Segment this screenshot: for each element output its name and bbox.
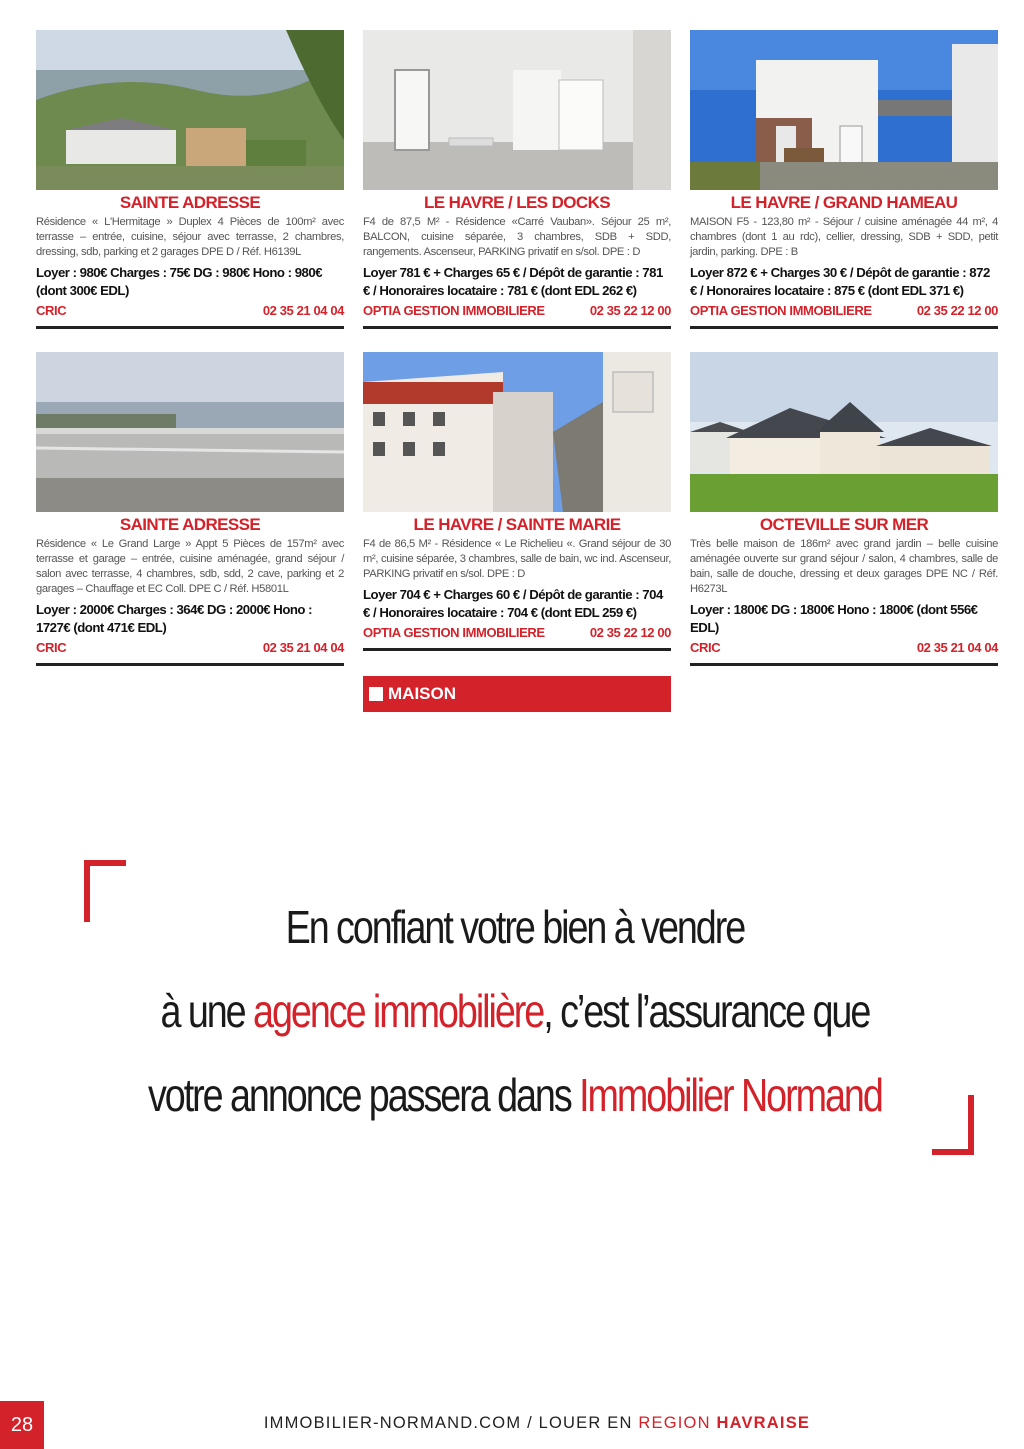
listing-card	[690, 352, 998, 666]
listing-description: MAISON F5 - 123,80 m² - Séjour / cuisine aménagée 44 m², 4 chambres (dont 1 au rdc), cellier, dressing, SDB + SDD, petit jardin, parking. DPE : B	[690, 216, 998, 258]
listing-agency: OPTIA GESTION IMMOBILIERE	[690, 303, 872, 318]
bracket-bottom-right-vertical	[968, 1095, 974, 1155]
footer-region: REGION	[638, 1414, 717, 1432]
modern-house-photo	[690, 30, 998, 190]
listing-contact	[363, 624, 671, 651]
listing-photo	[363, 30, 671, 190]
listing-price: Loyer 704 € + Charges 60 € / Dépôt de garantie : 704 € / Honoraires locataire : 704 € (dont EDL 259 €)	[363, 587, 663, 620]
quote-highlight: Immobilier Normand	[579, 1069, 882, 1121]
listing-description: Résidence « Le Grand Large » Appt 5 Pièces de 157m² avec terrasse et garage – entrée, cuisine aménagée, grand séjour / salon avec terrasse, 4 chambres, sdb, sdd, 2 cave, parking et 2 garages – Chauffage et EC Coll. DPE C / Réf. H5801L	[36, 538, 344, 595]
listing-phone: 02 35 21 04 04	[262, 303, 344, 318]
quote-highlight: agence immobilière	[253, 985, 544, 1037]
listing-contact	[690, 302, 998, 329]
footer-separator: /	[521, 1414, 539, 1432]
listing-contact	[36, 639, 344, 666]
page-number: 28	[0, 1401, 44, 1449]
listing-city: SAINTE ADRESSE	[119, 193, 261, 212]
listing-description: F4 de 86,5 M² - Résidence « Le Richelieu «. Grand séjour de 30 m², cuisine séparée, 3 chambres, salle de bain, wc ind. Ascenseur, PARKING privatif en s/sol. DPE : D	[363, 538, 671, 580]
quote-line-2	[95, 984, 935, 1038]
listing-card	[36, 30, 344, 329]
coastal-town-view-photo	[36, 30, 344, 190]
listing-contact	[690, 639, 998, 666]
quote-line-3	[95, 1068, 935, 1122]
listing-card	[690, 30, 998, 329]
listing-price: Loyer : 1800€ DG : 1800€ Hono : 1800€ (dont 556€ EDL)	[690, 602, 978, 635]
listing-phone: 02 35 21 04 04	[262, 640, 344, 655]
listing-city: LE HAVRE / GRAND HAMEAU	[730, 193, 958, 212]
large-house-garden-photo	[690, 352, 998, 512]
listing-price: Loyer 872 € + Charges 30 € / Dépôt de garantie : 872 € / Honoraires locataire : 875 € (dont EDL 371 €)	[690, 265, 990, 298]
listing-agency: OPTIA GESTION IMMOBILIERE	[363, 625, 545, 640]
quote-text: à une	[160, 985, 254, 1037]
listing-agency: OPTIA GESTION IMMOBILIERE	[363, 303, 545, 318]
listing-card	[36, 352, 344, 666]
listing-price: Loyer : 2000€ Charges : 364€ DG : 2000€ Hono : 1727€ (dont 471€ EDL)	[36, 602, 313, 635]
listing-photo	[36, 30, 344, 190]
footer-site: IMMOBILIER-NORMAND.COM	[263, 1414, 522, 1432]
listing-price: Loyer : 980€ Charges : 75€ DG : 980€ Hono : 980€ (dont 300€ EDL)	[36, 265, 323, 298]
footer-havraise: HAVRAISE	[716, 1414, 811, 1432]
listing-photo	[690, 30, 998, 190]
square-icon	[369, 687, 383, 701]
listing-photo	[363, 352, 671, 512]
footer-louer: LOUER EN	[538, 1414, 639, 1432]
section-label-text: MAISON	[388, 684, 456, 703]
apartment-building-street-photo	[363, 352, 671, 512]
listing-photo	[36, 352, 344, 512]
listing-phone: 02 35 21 04 04	[916, 640, 998, 655]
listing-agency: CRIC	[36, 303, 67, 318]
listing-city: LE HAVRE / LES DOCKS	[423, 193, 611, 212]
listing-description: F4 de 87,5 M² - Résidence «Carré Vauban». Séjour 25 m², BALCON, cuisine séparée, 3 chambres, SDB + SDD, rangements. Ascenseur, PARKING privatif en s/sol. DPE : D	[363, 216, 671, 258]
listing-agency: CRIC	[36, 640, 67, 655]
listing-description: Résidence « L'Hermitage » Duplex 4 Pièces de 100m² avec terrasse – entrée, cuisine, séjour avec terrasse, 2 chambres, dressing, sdb, parking et 2 garages DPE D / Réf. H6139L	[36, 216, 344, 258]
bracket-top-left-vertical	[84, 860, 90, 922]
listing-city: SAINTE ADRESSE	[119, 515, 261, 534]
listing-city: OCTEVILLE SUR MER	[759, 515, 929, 534]
quote-line-1	[95, 900, 935, 954]
section-label-maison	[363, 676, 671, 712]
listing-contact	[36, 302, 344, 329]
listing-city: LE HAVRE / SAINTE MARIE	[413, 515, 621, 534]
quote-text: En confiant votre bien à vendre	[285, 901, 745, 953]
footer-caption	[0, 1414, 1024, 1433]
empty-apartment-interior-photo	[363, 30, 671, 190]
listing-phone: 02 35 22 12 00	[916, 303, 998, 318]
listing-price: Loyer 781 € + Charges 65 € / Dépôt de garantie : 781 € / Honoraires locataire : 781 € (dont EDL 262 €)	[363, 265, 663, 298]
listing-photo	[690, 352, 998, 512]
sea-view-balcony-photo	[36, 352, 344, 512]
listing-card	[363, 30, 671, 329]
listing-phone: 02 35 22 12 00	[589, 303, 671, 318]
listing-card	[363, 352, 671, 651]
quote-text: votre annonce passera dans	[147, 1069, 580, 1121]
quote-text: , c’est l’assurance que	[543, 985, 870, 1037]
listing-contact	[363, 302, 671, 329]
listing-description: Très belle maison de 186m² avec grand jardin – belle cuisine aménagée ouverte sur grand séjour / salon, 4 chambres, salle de bain, salle de douche, dressing et deux garages DPE NC / Réf. H6273L	[690, 538, 998, 595]
listing-phone: 02 35 22 12 00	[589, 625, 671, 640]
bracket-top-left	[84, 860, 126, 866]
listing-agency: CRIC	[690, 640, 721, 655]
